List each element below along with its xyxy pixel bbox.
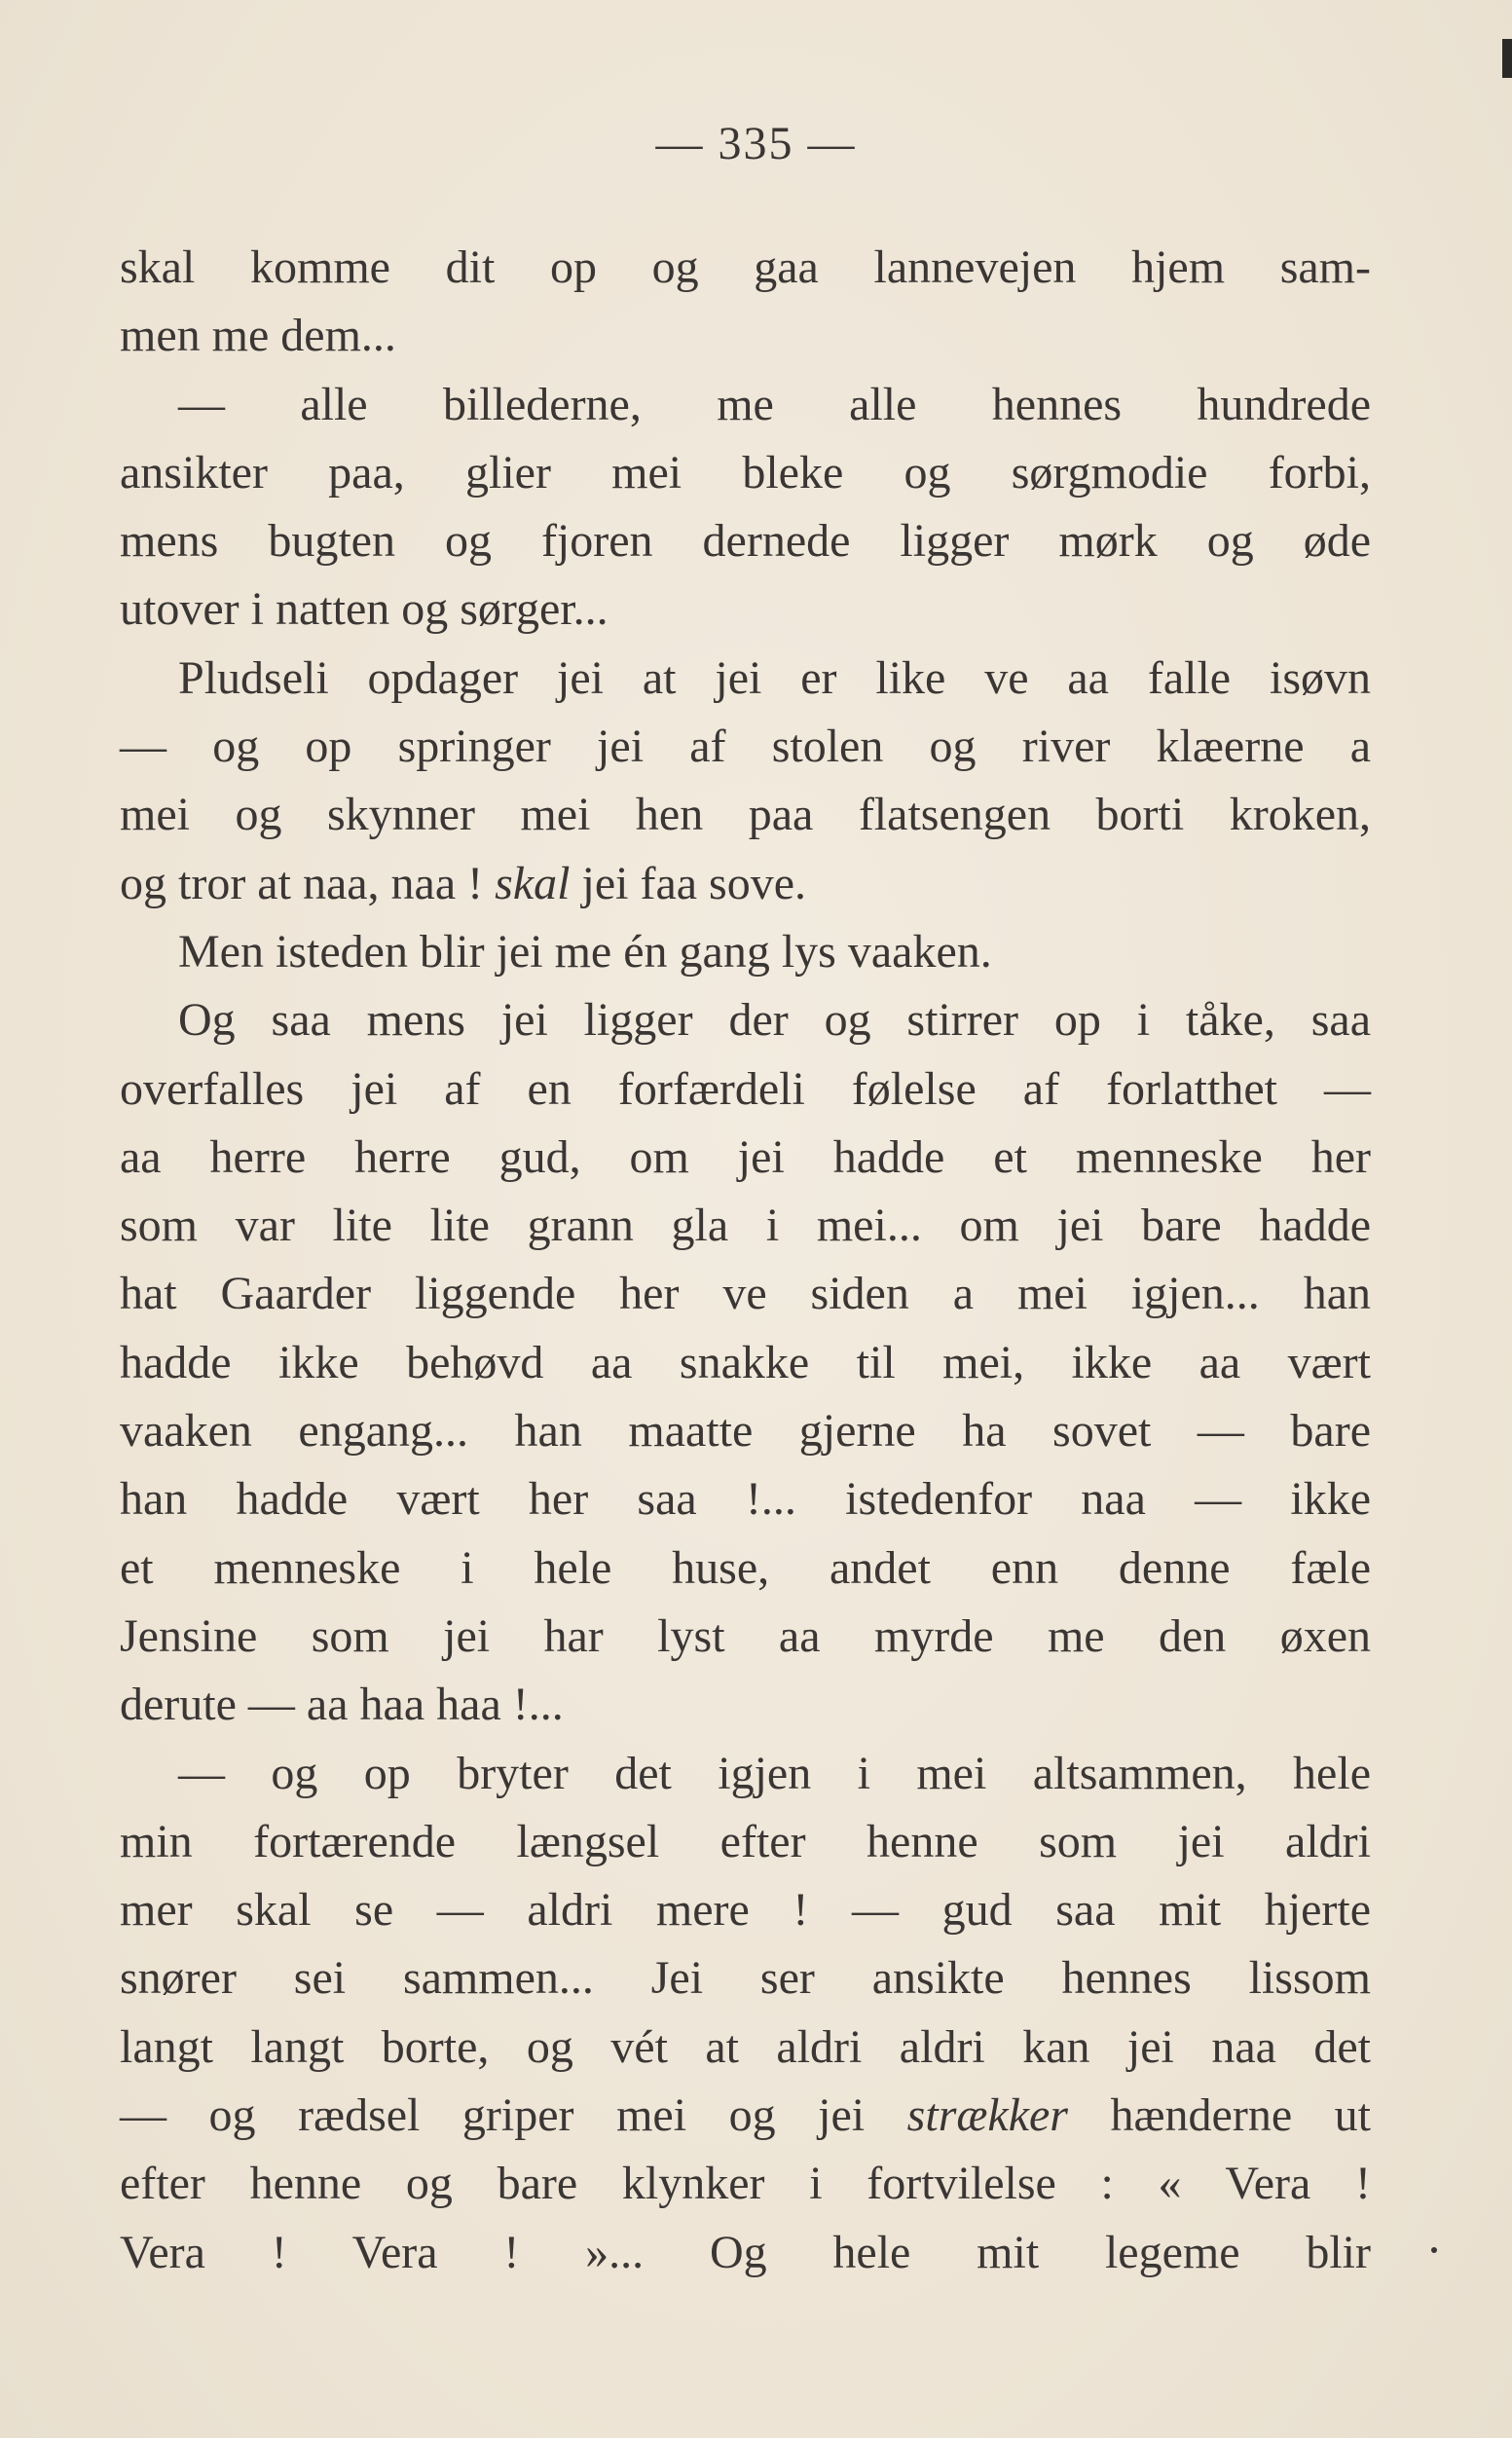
text-line: ansikter paa, glier mei bleke og sørgmodie forbi,: [120, 446, 1371, 499]
page-edge-mark: [1502, 39, 1512, 78]
italic-word: skal: [495, 857, 571, 909]
text-line: skal komme dit op og gaa lannevejen hjem sam-: [120, 241, 1371, 293]
text-line: — alle billederne, me alle hennes hundrede: [178, 378, 1371, 430]
text-line: overfalles jei af en forfærdeli følelse af forlatthet —: [120, 1062, 1371, 1115]
text-line: mei og skynner mei hen paa flatsengen borti kroken,: [120, 789, 1371, 841]
text-line-with-italic: [120, 850, 1371, 918]
text-line: snører sei sammen... Jei ser ansikte hennes lissom: [120, 1952, 1371, 2005]
text-line: min fortærende længsel efter henne som jei aldri: [120, 1815, 1371, 1867]
text-segment: — og rædsel griper mei og jei: [120, 2089, 866, 2142]
text-line: Jensine som jei har lyst aa myrde me den øxen: [120, 1609, 1371, 1662]
text-line: utover i natten og sørger...: [120, 583, 608, 636]
text-segment: hænderne ut: [1067, 2089, 1372, 2142]
text-line: mens bugten og fjoren dernede ligger mørk og øde: [120, 515, 1371, 568]
text-line: Men isteden blir jei me én gang lys vaaken.: [178, 925, 992, 978]
text-line-with-italic: [120, 2082, 1371, 2150]
text-line: vaaken engang... han maatte gjerne ha sovet — bare: [120, 1405, 1371, 1458]
italic-word: strækker: [906, 2089, 1068, 2142]
text-line: langt langt borte, og vét at aldri aldri kan jei naa det: [120, 2020, 1371, 2073]
page-number: — 335 —: [655, 118, 857, 169]
text-line: hadde ikke behøvd aa snakke til mei, ikke aa vært: [120, 1336, 1371, 1388]
body-text: [120, 234, 1371, 2287]
text-line: aa herre herre gud, om jei hadde et menneske her: [120, 1130, 1371, 1183]
stray-dot: [1431, 2247, 1437, 2253]
text-segment: og tror at naa, naa !: [120, 857, 484, 909]
text-line: — og op springer jei af stolen og river klæerne a: [120, 720, 1371, 773]
text-line: Og saa mens jei ligger der og stirrer op i tåke, saa: [178, 994, 1371, 1047]
text-segment: jei faa sove.: [570, 857, 807, 909]
text-line: efter henne og bare klynker i fortvilelse : « Vera !: [120, 2158, 1371, 2210]
text-line: — og op bryter det igjen i mei altsammen, hele: [178, 1747, 1371, 1799]
text-line: et menneske i hele huse, andet enn denne fæle: [120, 1541, 1371, 1594]
text-line: derute — aa haa haa !...: [120, 1679, 564, 1731]
text-line: han hadde vært her saa !... istedenfor naa — ikke: [120, 1473, 1371, 1526]
text-line: Vera ! Vera ! »... Og hele mit legeme blir: [120, 2226, 1371, 2278]
text-line: Pludseli opdager jei at jei er like ve aa falle isøvn: [178, 651, 1371, 704]
text-line: mer skal se — aldri mere ! — gud saa mit hjerte: [120, 1884, 1371, 1937]
text-line: men me dem...: [120, 310, 396, 362]
text-line: som var lite lite grann gla i mei... om jei bare hadde: [120, 1200, 1371, 1252]
text-line: hat Gaarder liggende her ve siden a mei igjen... han: [120, 1268, 1371, 1320]
